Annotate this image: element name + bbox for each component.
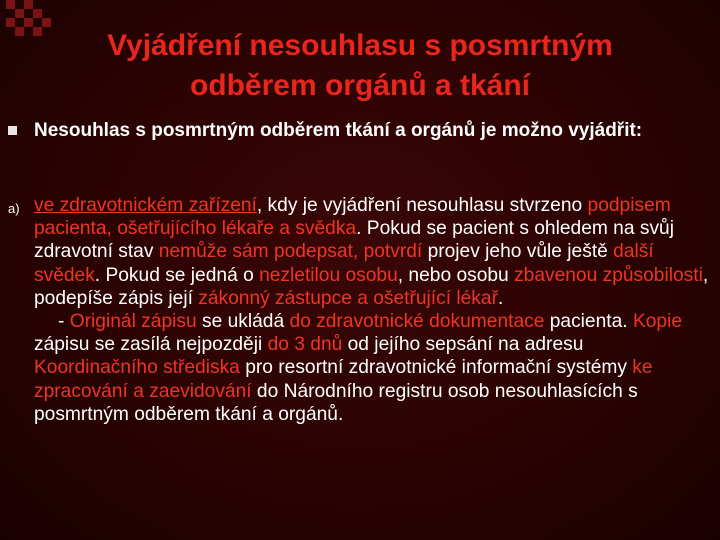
- bullet-square-icon: [8, 124, 17, 138]
- emphasis-text: Originál zápisu: [69, 311, 197, 333]
- emphasis-text: nezletilou osobu: [259, 264, 398, 286]
- body-text: , kdy je vyjádření nesouhlasu stvrzeno: [256, 195, 588, 216]
- bullet-1-text: Nesouhlas s posmrtným odběrem tkání a orgánů je možno vyjádřit:: [34, 120, 643, 141]
- slide-title: [0, 26, 720, 106]
- emphasis-text: podpisem pacienta, ošetřujícího lékaře a svědka: [34, 195, 671, 240]
- body-text: pro resortní zdravotnické informační systémy: [239, 357, 633, 379]
- title-line-1: Vyjádření nesouhlasu s posmrtným: [107, 29, 613, 62]
- emphasis-text: Koordinačního střediska: [34, 357, 240, 379]
- bullet-2-paragraph: [34, 194, 710, 426]
- emphasis-text: zákonný zástupce a ošetřující lékař: [198, 287, 498, 309]
- title-line-2: odběrem orgánů a tkání: [189, 69, 531, 102]
- emphasis-text: další svědek: [34, 241, 654, 286]
- emphasis-text: Kopie: [632, 311, 683, 333]
- emphasis-text: ke zpracování a zaevidování do Národního registru osob nesouhlasících s posmrtným odběrem tkání a orgánů.: [34, 357, 653, 425]
- emphasis-text: ve zdravotnickém zařízení: [34, 195, 257, 216]
- body-text: .: [497, 287, 504, 309]
- body-text: pacienta.: [544, 311, 633, 333]
- body-text: od jejího sepsání na adresu: [342, 334, 584, 356]
- body-text: , podepíše zápis její: [34, 264, 709, 309]
- body-text: . Pokud se jedná o: [94, 264, 260, 286]
- emphasis-text: nemůže sám podepsat, potvrdí: [158, 241, 423, 263]
- body-text: . Pokud se pacient s ohledem na svůj zdravotní stav: [34, 218, 674, 263]
- emphasis-text: zbavenou způsobilosti: [514, 264, 703, 286]
- body-text: -: [58, 311, 70, 333]
- body-text: , nebo osobu: [397, 264, 515, 286]
- emphasis-text: do 3 dnů: [267, 334, 343, 356]
- body-text: zápisu se zasílá nejpozději: [34, 334, 268, 356]
- body-text: se ukládá: [196, 311, 290, 333]
- emphasis-text: do zdravotnické dokumentace: [289, 311, 545, 333]
- bullet-2-marker: a): [8, 201, 20, 216]
- body-text: projev jeho vůle ještě: [422, 241, 614, 263]
